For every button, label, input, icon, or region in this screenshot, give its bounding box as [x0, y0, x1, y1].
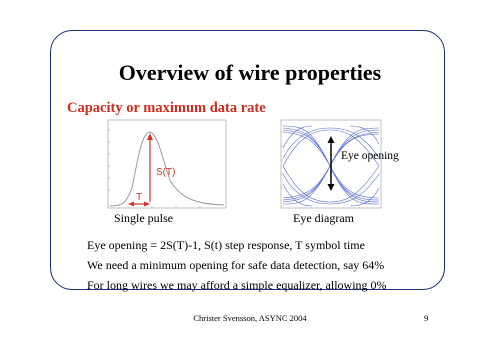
- eye-diagram-caption: Eye diagram: [293, 211, 354, 225]
- eye-diagram-figure: [272, 118, 384, 213]
- slide-subtitle: Capacity or maximum data rate: [67, 100, 266, 116]
- single-pulse-caption: Single pulse: [114, 211, 173, 225]
- label-s-of-t: S(T): [156, 167, 176, 178]
- page-number: 9: [424, 313, 429, 323]
- body-line-2: We need a minimum opening for safe data detection, say 64%: [87, 258, 385, 272]
- footer-text: Christer Svensson, ASYNC 2004: [193, 313, 307, 323]
- single-pulse-figure: [100, 118, 230, 213]
- body-line-1: Eye opening = 2S(T)-1, S(t) step response, T symbol time: [87, 238, 365, 252]
- slide-title: Overview of wire properties: [118, 60, 382, 85]
- body-line-3: For long wires we may afford a simple equalizer, allowing 0%: [87, 278, 387, 292]
- eye-opening-label: Eye opening: [341, 150, 399, 162]
- label-t: T: [136, 192, 143, 203]
